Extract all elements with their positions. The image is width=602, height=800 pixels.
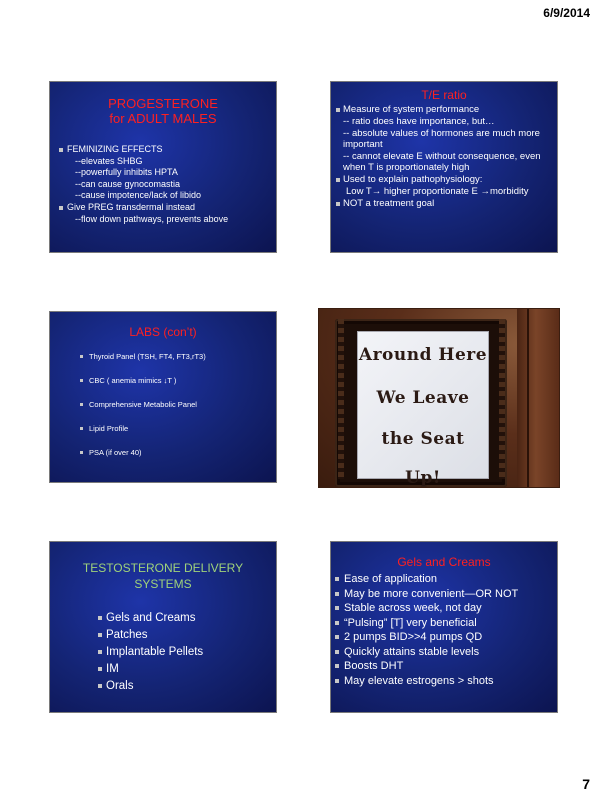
bullet-item: Ease of application — [331, 573, 557, 586]
bullet-item: Gels and Creams — [50, 610, 276, 627]
cabinet-edge — [527, 309, 529, 487]
bullet-list — [50, 610, 276, 695]
sign-line: Around Here — [358, 345, 488, 365]
bullet-item: Boosts DHT — [331, 660, 557, 673]
slide-gels-creams — [330, 541, 558, 713]
bullet-item: May be more convenient—OR NOT — [331, 588, 557, 601]
slide-title-line1: TESTOSTERONE DELIVERY — [82, 561, 244, 575]
bullet-item: Used to explain pathophysiology: — [331, 174, 557, 185]
sub-item: --cause impotence/lack of libido — [75, 190, 202, 201]
bullet-list — [331, 104, 557, 209]
bullet-list — [331, 573, 557, 688]
bullet-item: Lipid Profile — [50, 424, 276, 433]
slide-title: LABS (con’t) — [129, 325, 197, 339]
slide-te-ratio — [330, 81, 558, 253]
slide-title-line2: SYSTEMS — [134, 577, 192, 591]
slide-photo-sign — [318, 308, 560, 488]
frame-bead-left — [338, 319, 344, 479]
bullet-item: Stable across week, not day — [331, 602, 557, 615]
bullet-list — [50, 352, 276, 457]
page-number: 7 — [582, 776, 590, 792]
bullet-item: “Pulsing” [T] very beneficial — [331, 617, 557, 630]
slide-progesterone — [49, 81, 277, 253]
bullet-item: PSA (if over 40) — [50, 448, 276, 457]
bullet-item: Implantable Pellets — [50, 644, 276, 661]
bullet-item: Orals — [50, 678, 276, 695]
wood-cabinet — [517, 309, 559, 487]
bullet-list — [50, 144, 276, 225]
bullet-item: Give PREG transdermal instead — [50, 202, 276, 214]
bullet-item: Thyroid Panel (TSH, FT4, FT3,rT3) — [50, 352, 276, 361]
slide-title-line1: PROGESTERONE — [108, 96, 218, 111]
sign-line: We Leave — [376, 388, 470, 408]
slide-labs — [49, 311, 277, 483]
sub-item: --elevates SHBG — [75, 155, 143, 166]
bullet-item: Measure of system performance — [331, 104, 557, 115]
sub-item: -- cannot elevate E without consequence, even when T is proportionately high — [343, 151, 541, 173]
slide-title — [50, 96, 276, 126]
bullet-item: Quickly attains stable levels — [331, 646, 557, 659]
slide-title — [50, 560, 276, 592]
bathroom-sign — [357, 331, 489, 488]
sub-item: Low T→ higher proportionate E →morbidity — [346, 186, 529, 197]
bullet-item: CBC ( anemia mimics ↓T ) — [50, 376, 276, 385]
sign-line: Up! — [405, 468, 441, 488]
slide-title-line2: for ADULT MALES — [109, 111, 217, 126]
bullet-item: FEMINIZING EFFECTS — [50, 144, 276, 156]
bullet-item: Comprehensive Metabolic Panel — [50, 400, 276, 409]
sub-item: --can cause gynocomastia — [75, 178, 181, 189]
slide-title: T/E ratio — [421, 88, 467, 102]
slide-delivery-systems — [49, 541, 277, 713]
bullet-item: NOT a treatment goal — [331, 198, 557, 209]
bullet-item: IM — [50, 661, 276, 678]
slide-title: Gels and Creams — [397, 555, 491, 569]
sign-line: the Seat — [381, 429, 465, 449]
bullet-item: Patches — [50, 627, 276, 644]
frame-bead-right — [499, 319, 505, 479]
sub-item: -- absolute values of hormones are much more important — [343, 128, 540, 150]
handout-date: 6/9/2014 — [543, 6, 590, 20]
bullet-item: 2 pumps BID>>4 pumps QD — [331, 631, 557, 644]
sub-item: -- ratio does have importance, but… — [343, 116, 495, 127]
sub-item: --powerfully inhibits HPTA — [75, 167, 178, 178]
sub-item: --flow down pathways, prevents above — [75, 213, 229, 224]
bullet-item: May elevate estrogens > shots — [331, 675, 557, 688]
